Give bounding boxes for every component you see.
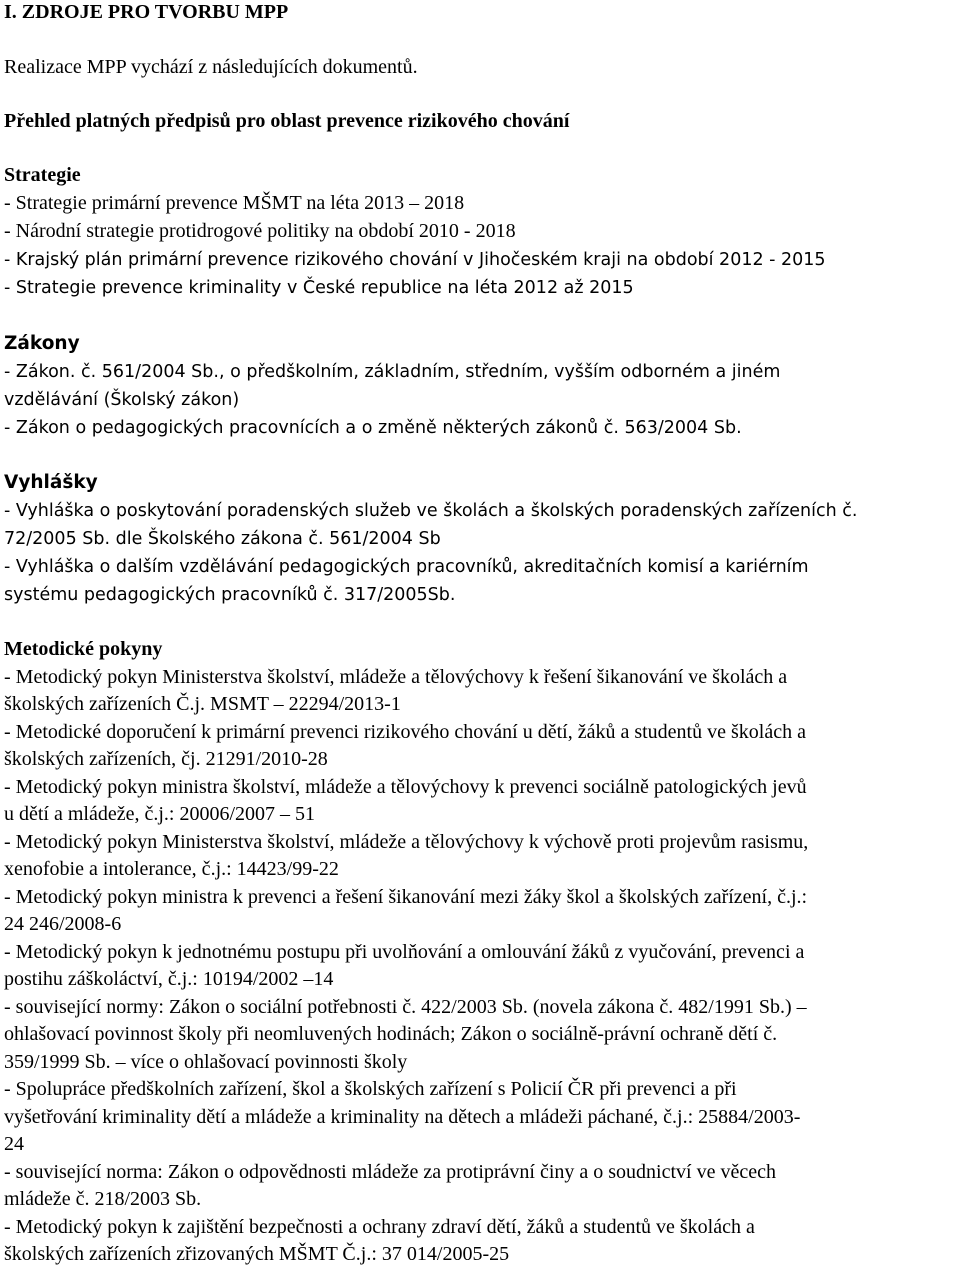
metodicke-heading: Metodické pokyny (4, 638, 163, 660)
metodicke-line: - Metodický pokyn ministra k prevenci a řešení šikanování mezi žáky škol a školských zařízení, č.j.: (4, 886, 808, 908)
strategie-item: - Strategie prevence kriminality v České republice na léta 2012 až 2015 (4, 278, 634, 298)
metodicke-line: - Metodický pokyn k zajištění bezpečnosti a ochrany zdraví dětí, žáků a studentů ve školách a (4, 1216, 755, 1238)
section-title: I. ZDROJE PRO TVORBU MPP (4, 1, 289, 23)
metodicke-line: 359/1999 Sb. – více o ohlašovací povinnosti školy (4, 1051, 408, 1073)
metodicke-line: postihu záškoláctví, č.j.: 10194/2002 –14 (4, 968, 334, 990)
metodicke-line: xenofobie a intolerance, č.j.: 14423/99-22 (4, 858, 339, 880)
vyhlasky-line: - Vyhláška o dalším vzdělávání pedagogických pracovníků, akreditačních komisí a kariérním (4, 557, 809, 577)
strategie-item: - Strategie primární prevence MŠMT na léta 2013 – 2018 (4, 192, 465, 214)
vyhlasky-line: systému pedagogických pracovníků č. 317/2005Sb. (4, 585, 456, 605)
metodicke-line: - Metodický pokyn k jednotnému postupu při uvolňování a omlouvání žáků z vyučování, prevenci a (4, 941, 805, 963)
metodicke-line: školských zařízeních zřizovaných MŠMT Č.j.: 37 014/2005-25 (4, 1243, 510, 1265)
metodicke-line: školských zařízeních Č.j. MSMT – 22294/2013-1 (4, 693, 401, 715)
metodicke-line: - Metodický pokyn Ministerstva školství, mládeže a tělovýchovy k výchově proti projevům rasismu, (4, 831, 809, 853)
metodicke-line: - Metodické doporučení k primární prevenci rizikového chování u dětí, žáků a studentů ve školách a (4, 721, 806, 743)
overview-heading: Přehled platných předpisů pro oblast prevence rizikového chování (4, 110, 570, 132)
metodicke-line: - Metodický pokyn ministra školství, mládeže a tělovýchovy k prevenci sociálně patologických jevů (4, 776, 807, 798)
strategie-item: - Národní strategie protidrogové politiky na období 2010 - 2018 (4, 220, 516, 242)
strategie-item: - Krajský plán primární prevence rizikového chování v Jihočeském kraji na období 2012 - 2015 (4, 250, 826, 270)
vyhlasky-line: 72/2005 Sb. dle Školského zákona č. 561/2004 Sb (4, 529, 441, 549)
metodicke-line: - Metodický pokyn Ministerstva školství, mládeže a tělovýchovy k řešení šikanování ve školách a (4, 666, 788, 688)
metodicke-line: vyšetřování kriminality dětí a mládeže a kriminality na dětech a mládeži páchané, č.j.: 25884/2003- (4, 1106, 801, 1128)
zakony-line: - Zákon o pedagogických pracovnících a o změně některých zákonů č. 563/2004 Sb. (4, 418, 742, 438)
metodicke-line: mládeže č. 218/2003 Sb. (4, 1188, 202, 1210)
metodicke-line: 24 246/2008-6 (4, 913, 122, 935)
vyhlasky-line: - Vyhláška o poskytování poradenských služeb ve školách a školských poradenských zařízeních č. (4, 501, 858, 521)
zakony-line: vzdělávání (Školský zákon) (4, 390, 240, 410)
vyhlasky-heading: Vyhlášky (4, 472, 98, 493)
metodicke-line: - související normy: Zákon o sociální potřebnosti č. 422/2003 Sb. (novela zákona č. 482/1991 Sb.) – (4, 996, 807, 1018)
metodicke-line: - související norma: Zákon o odpovědnosti mládeže za protiprávní činy a o soudnictví ve věcech (4, 1161, 776, 1183)
metodicke-line: - Spolupráce předškolních zařízení, škol a školských zařízení s Policií ČR při prevenci a při (4, 1078, 737, 1100)
strategie-heading: Strategie (4, 164, 81, 186)
intro-text: Realizace MPP vychází z následujících dokumentů. (4, 56, 418, 78)
metodicke-line: ohlašovací povinnost školy při neomluvených hodinách; Zákon o sociálně-právní ochraně dětí č. (4, 1023, 778, 1045)
metodicke-line: u dětí a mládeže, č.j.: 20006/2007 – 51 (4, 803, 316, 825)
metodicke-line: školských zařízeních, čj. 21291/2010-28 (4, 748, 328, 770)
metodicke-line: 24 (4, 1133, 24, 1155)
zakony-line: - Zákon. č. 561/2004 Sb., o předškolním, základním, středním, vyšším odborném a jiném (4, 362, 781, 382)
zakony-heading: Zákony (4, 333, 80, 354)
